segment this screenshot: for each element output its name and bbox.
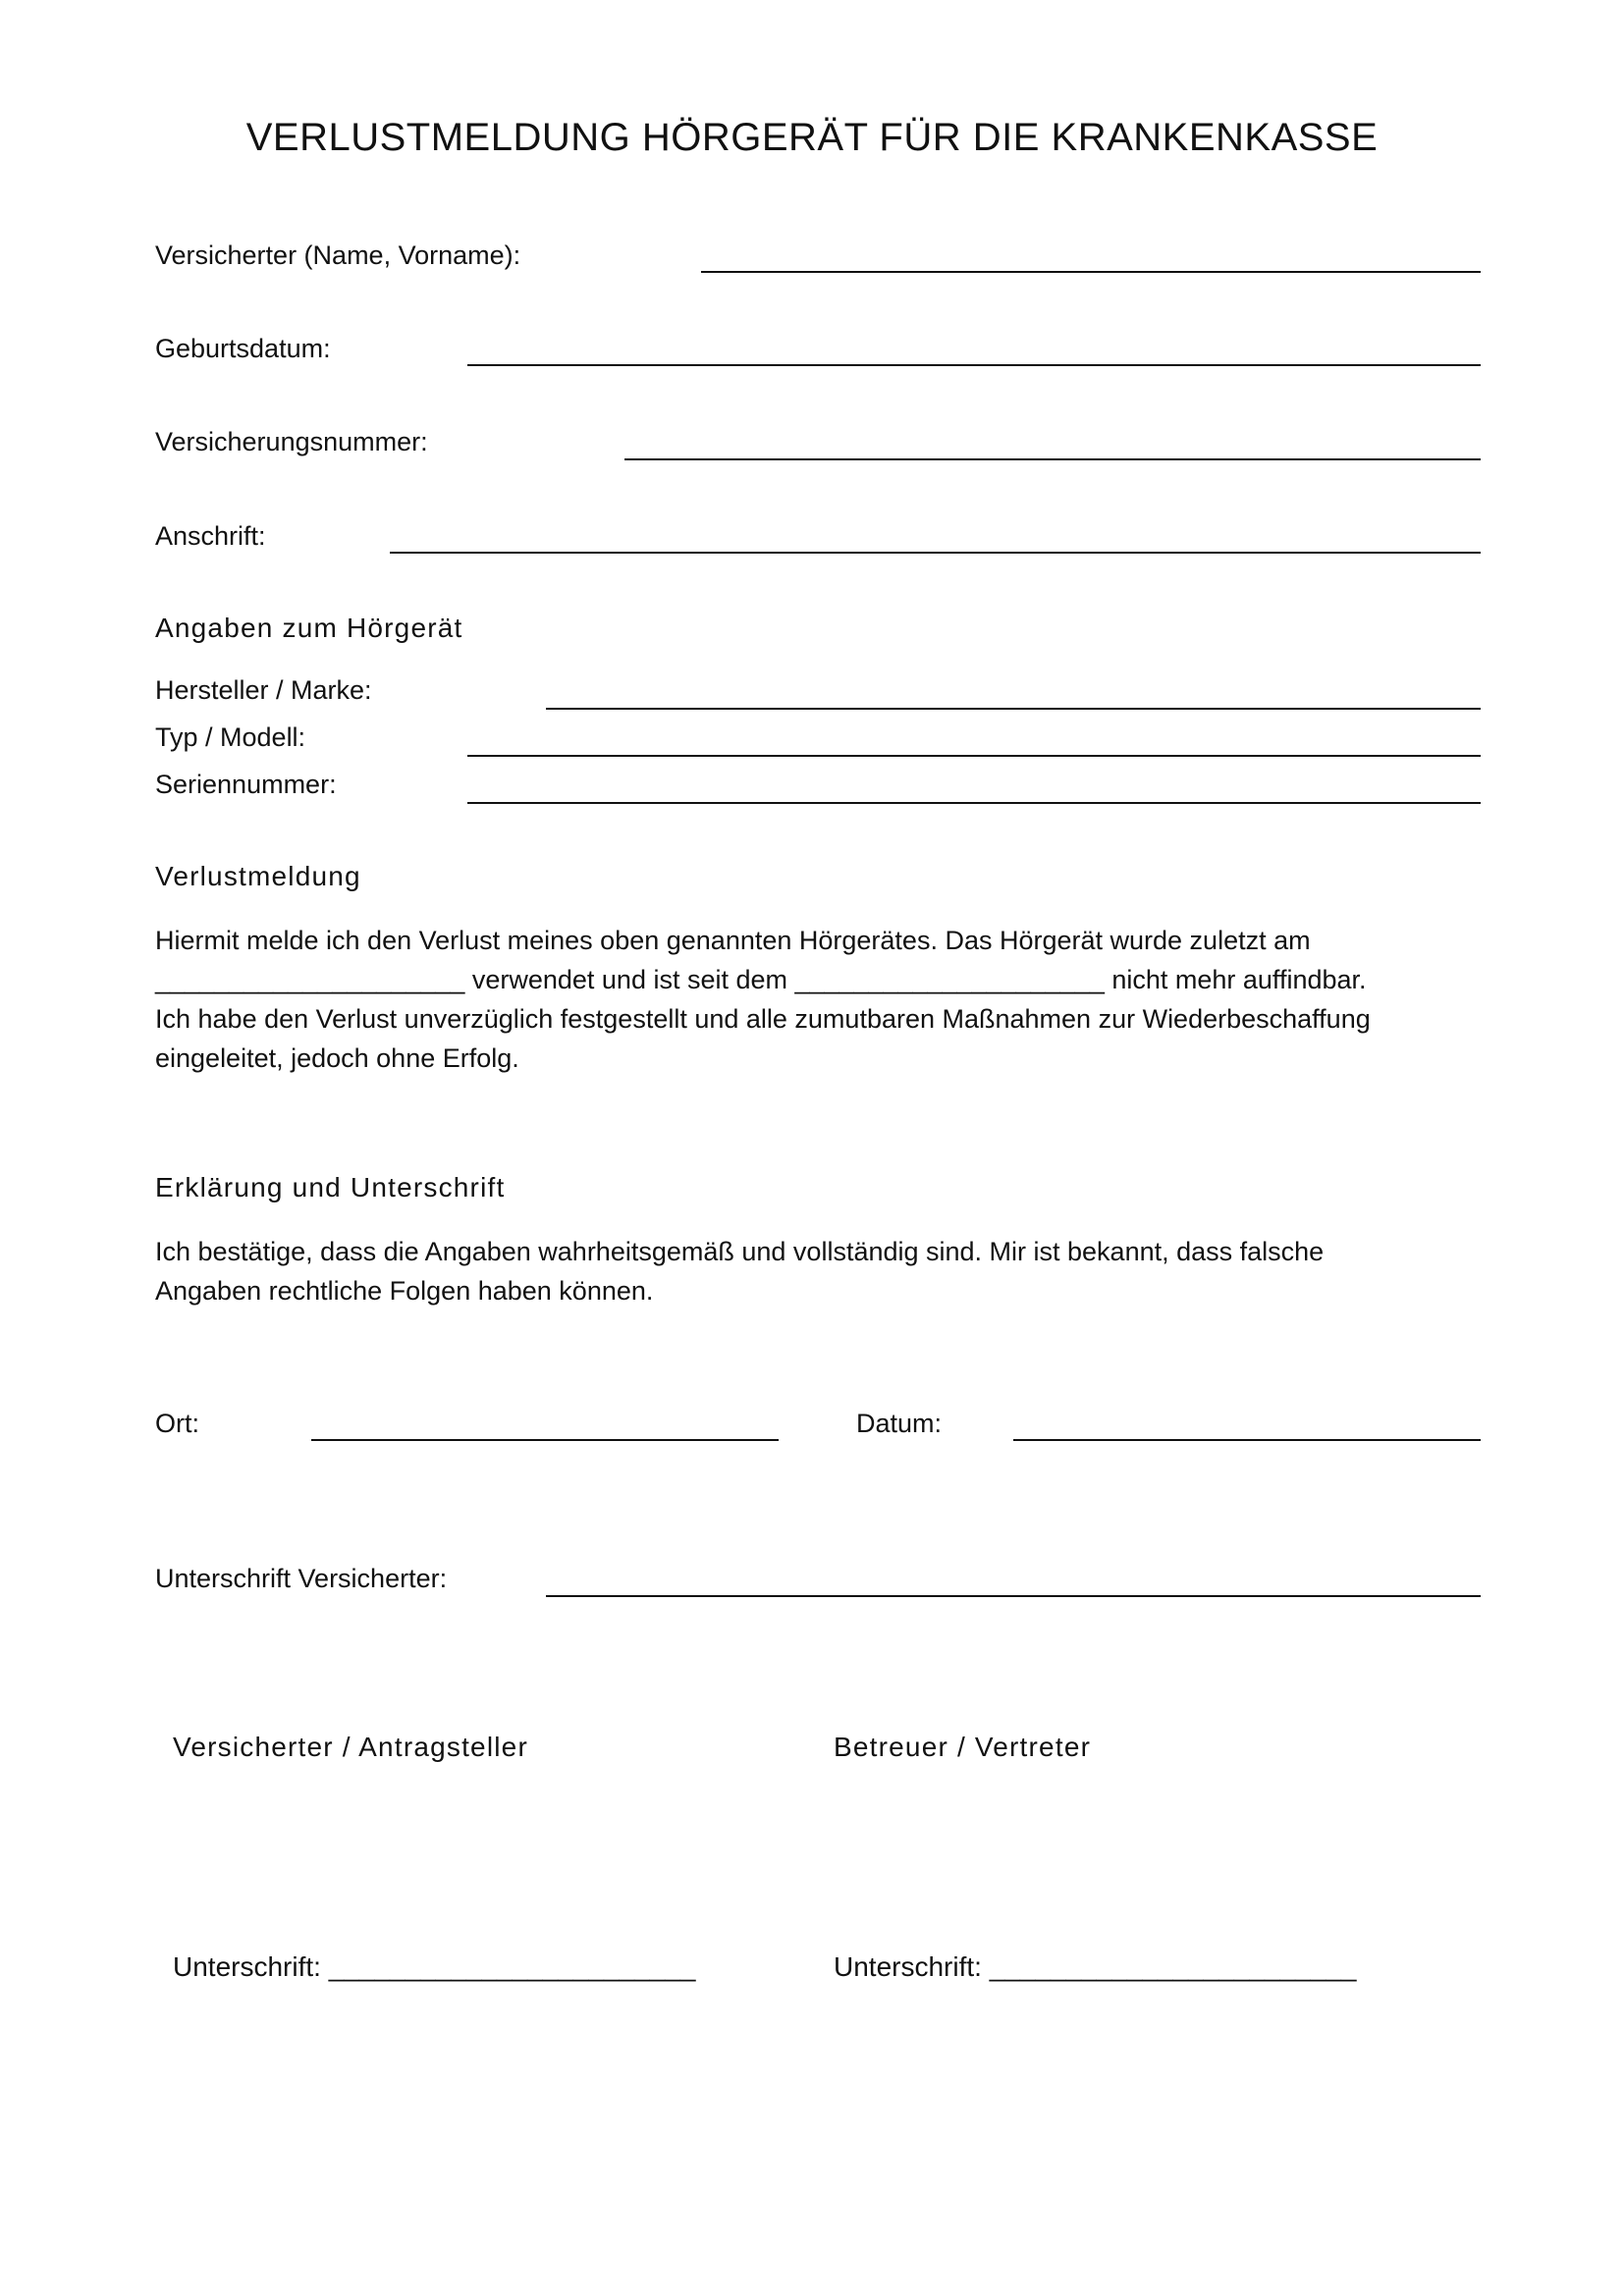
versicherter-field[interactable]	[701, 271, 1481, 273]
betreuer-vertreter-heading: Betreuer / Vertreter	[834, 1732, 1092, 1762]
anschrift-label: Anschrift:	[155, 521, 266, 551]
verlustmeldung-text-line-3: Ich habe den Verlust unverzüglich festgestellt und alle zumutbaren Maßnahmen zur Wiederbeschaffung	[155, 1004, 1371, 1034]
versicherter-antragsteller-heading: Versicherter / Antragsteller	[173, 1732, 528, 1762]
erklaerung-heading: Erklärung und Unterschrift	[155, 1172, 506, 1202]
geburtsdatum-label: Geburtsdatum:	[155, 334, 331, 363]
signature-left-line[interactable]: Unterschrift: ________________________	[173, 1951, 696, 1982]
seriennummer-field[interactable]	[467, 802, 1481, 804]
verlustmeldung-heading: Verlustmeldung	[155, 861, 361, 891]
signature-right-line[interactable]: Unterschrift: ________________________	[834, 1951, 1357, 1982]
hoergeraet-heading: Angaben zum Hörgerät	[155, 613, 463, 643]
ort-field[interactable]	[311, 1439, 779, 1441]
versicherungsnummer-field[interactable]	[624, 458, 1481, 460]
hersteller-label: Hersteller / Marke:	[155, 675, 372, 705]
hersteller-field[interactable]	[546, 708, 1481, 710]
versicherter-label: Versicherter (Name, Vorname):	[155, 240, 521, 270]
anschrift-field[interactable]	[390, 552, 1481, 554]
verlustmeldung-text-line-2: _____________________ verwendet und ist seit dem _____________________ nicht mehr auffindbar.	[155, 965, 1367, 994]
ort-label: Ort:	[155, 1409, 199, 1438]
typ-label: Typ / Modell:	[155, 722, 306, 752]
unterschrift-versicherter-field[interactable]	[546, 1595, 1481, 1597]
page-title: VERLUSTMELDUNG HÖRGERÄT FÜR DIE KRANKENKASSE	[245, 116, 1379, 159]
datum-field[interactable]	[1013, 1439, 1481, 1441]
datum-label: Datum:	[856, 1409, 943, 1438]
erklaerung-text-line-2: Angaben rechtliche Folgen haben können.	[155, 1276, 654, 1306]
erklaerung-text-line-1: Ich bestätige, dass die Angaben wahrheitsgemäß und vollständig sind. Mir ist bekannt, dass falsche	[155, 1237, 1325, 1266]
versicherungsnummer-label: Versicherungsnummer:	[155, 427, 428, 456]
typ-field[interactable]	[467, 755, 1481, 757]
verlustmeldung-text-line-1: Hiermit melde ich den Verlust meines oben genannten Hörgerätes. Das Hörgerät wurde zuletzt am	[155, 926, 1311, 955]
verlustmeldung-text-line-4: eingeleitet, jedoch ohne Erfolg.	[155, 1043, 519, 1073]
unterschrift-versicherter-label: Unterschrift Versicherter:	[155, 1564, 448, 1593]
seriennummer-label: Seriennummer:	[155, 770, 337, 799]
geburtsdatum-field[interactable]	[467, 364, 1481, 366]
